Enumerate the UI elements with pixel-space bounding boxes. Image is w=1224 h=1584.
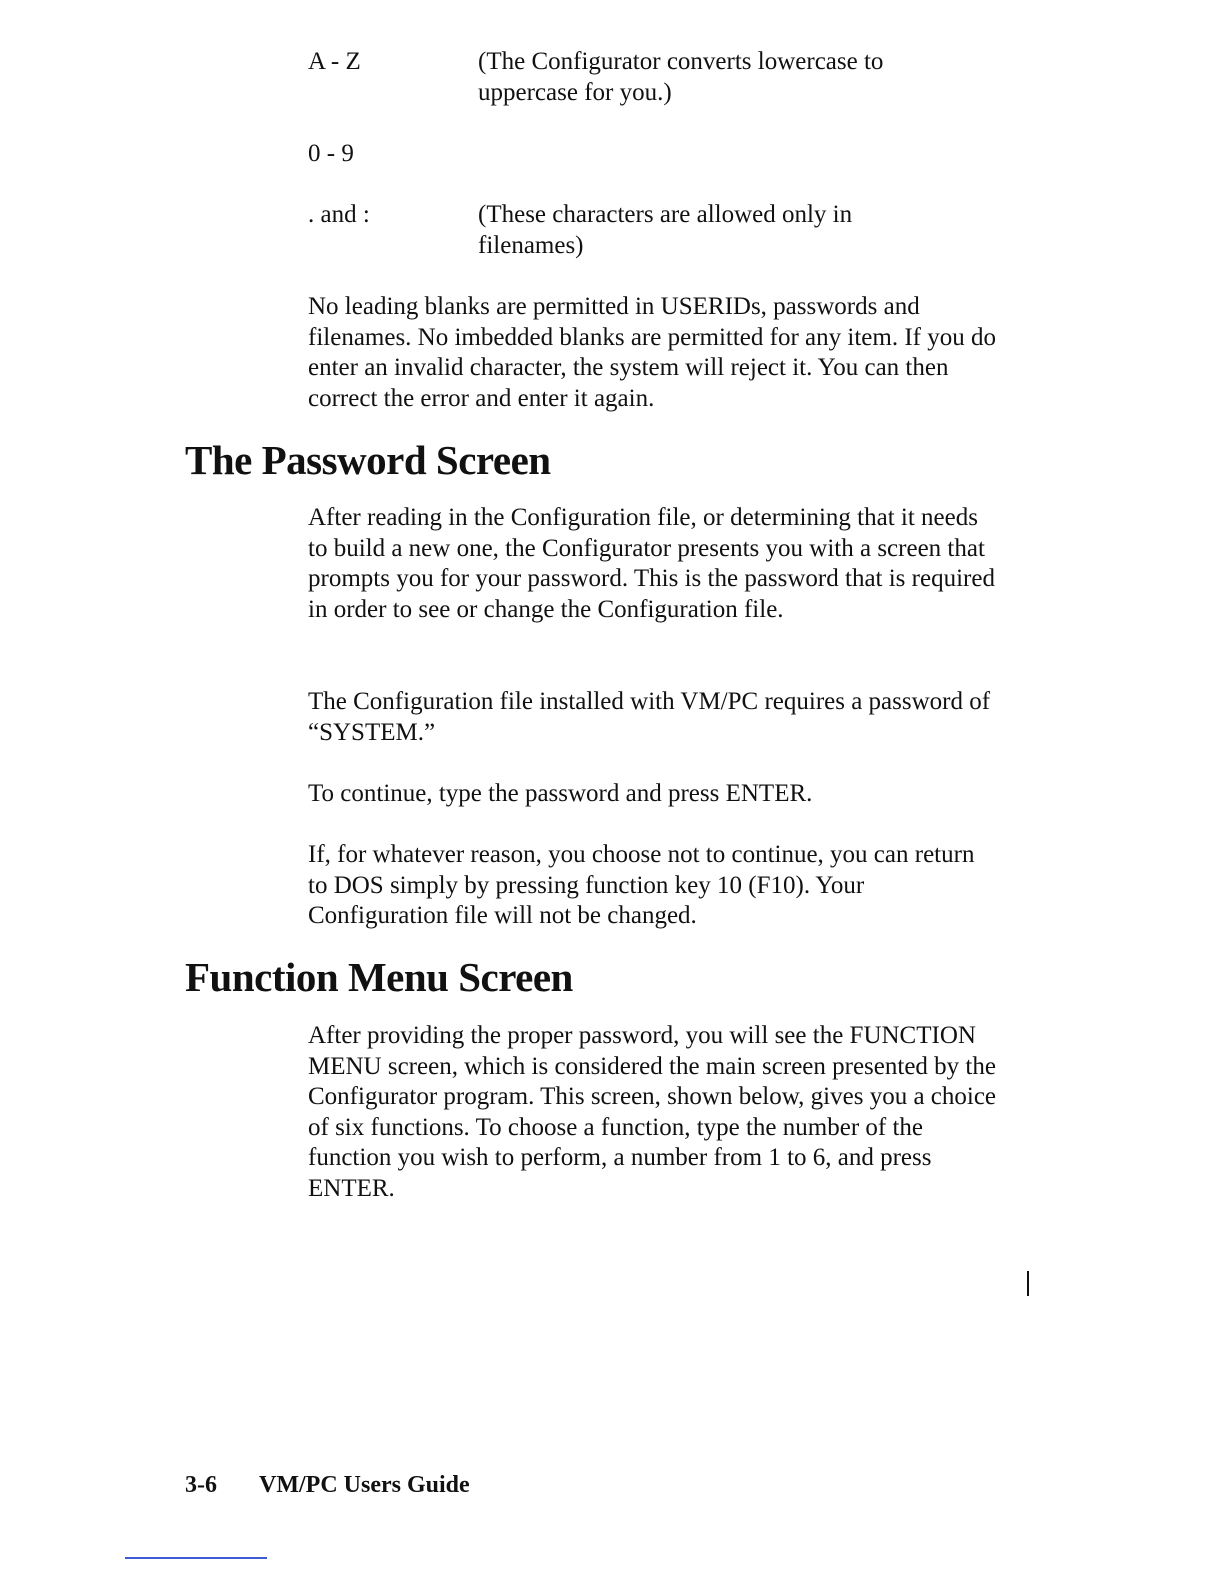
char-key: . and : (308, 201, 370, 228)
bottom-rule (125, 1557, 267, 1559)
password-paragraph-2: The Configuration file installed with VM/PC requires a password of “SYSTEM.” (308, 688, 991, 746)
footer-page-number: 3-6 (185, 1472, 217, 1498)
intro-paragraph: No leading blanks are permitted in USERIDs, passwords and filenames. No imbedded blanks are permitted for any item. If you do enter an invalid character, the system will reject it. You can then correct the error and enter it again. (308, 293, 996, 412)
function-menu-paragraph: After providing the proper password, you will see the FUNCTION MENU screen, which is considered the main screen presented by the Configurator program. This screen, shown below, gives you a choice of six functions. To choose a function, type the number of the function you wish to perform, a number from 1 to 6, and press ENTER. (308, 1022, 997, 1202)
char-key: 0 - 9 (308, 140, 354, 167)
section-heading-password-screen: The Password Screen (185, 437, 551, 483)
footer-title: VM/PC Users Guide (259, 1472, 470, 1498)
revision-change-bar (1027, 1271, 1029, 1296)
page-footer (185, 1472, 470, 1499)
section-heading-function-menu-screen: Function Menu Screen (185, 954, 573, 1000)
char-key: A - Z (308, 48, 361, 75)
password-paragraph-3: To continue, type the password and press ENTER. (308, 780, 813, 807)
password-paragraph-4: If, for whatever reason, you choose not to continue, you can return to DOS simply by pressing function key 10 (F10). Your Configuration file will not be changed. (308, 841, 975, 930)
char-description: (These characters are allowed only in filenames) (478, 201, 853, 259)
char-description: (The Configurator converts lowercase to uppercase for you.) (478, 48, 884, 106)
password-paragraph-1: After reading in the Configuration file, or determining that it needs to build a new one, the Configurator presents you with a screen that prompts you for your password. This is the password that is required in order to see or change the Configuration file. (308, 504, 995, 623)
